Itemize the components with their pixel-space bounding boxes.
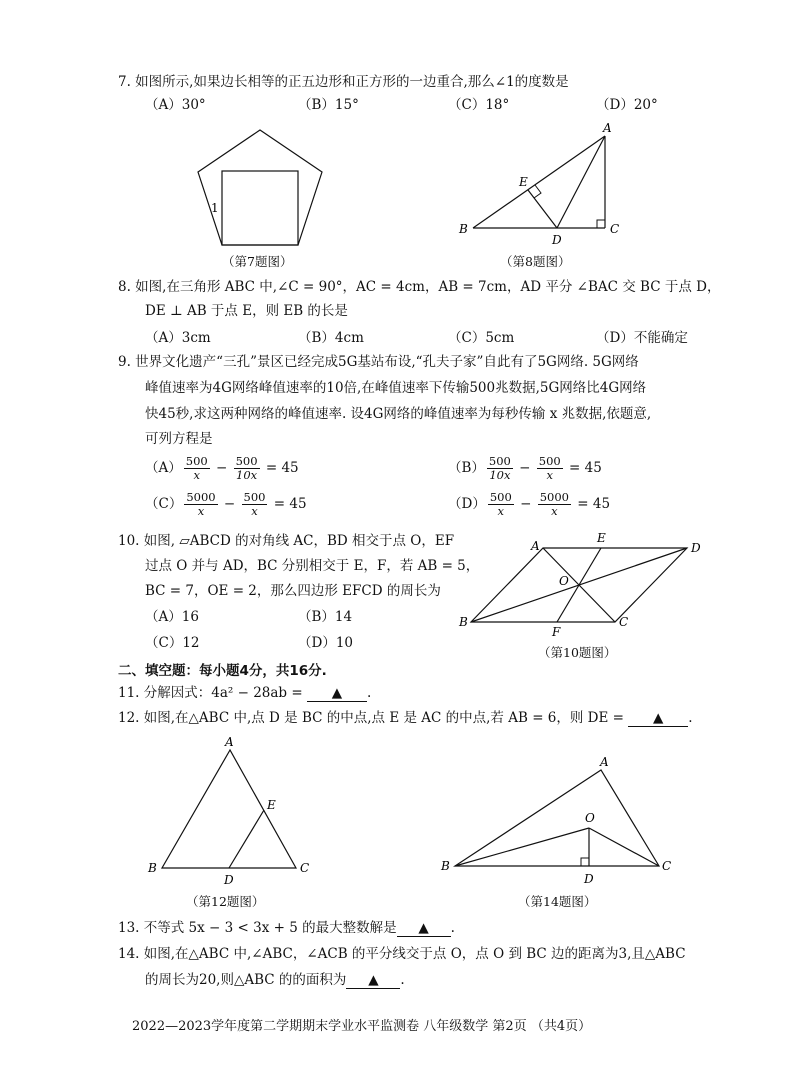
q9-line1: 9. 世界文化遗产“三孔”景区已经完成5G基站布设,“孔夫子家”自此有了5G网络. 5G网络 [118, 354, 639, 370]
fig12-label-d: D [224, 873, 234, 886]
q11-answer-blank[interactable]: ▲ [307, 685, 367, 702]
q9-line4: 可列方程是 [145, 431, 213, 447]
fig14-label-a: A [600, 755, 609, 769]
q8-option-a: （A）3cm [145, 330, 211, 346]
fig14-label-b: B [441, 859, 450, 873]
q10-option-a: （A）16 [145, 609, 199, 625]
q14-line2: 的周长为20,则△ABC 的的面积为 ▲ . [145, 972, 405, 988]
fig12-label-c: C [300, 861, 310, 875]
fig12-label-e: E [267, 798, 276, 812]
q9-option-c: （C） $\frac{5000}{x}$ − $\frac{500}{x}$ = 45 [145, 490, 307, 518]
q10-option-c: （C）12 [145, 635, 200, 651]
q10-line2: 过点 O 并与 AD，BC 分别相交于 E，F，若 AB = 5， [145, 558, 480, 574]
fig10-label-b: B [459, 615, 468, 629]
q10-option-d: （D）10 [298, 635, 354, 651]
fig7-caption: （第7题图） [222, 254, 293, 269]
square-shape [222, 171, 298, 245]
figure-8 [455, 118, 630, 248]
pentagon-shape [198, 130, 322, 245]
fig10-label-c: C [619, 615, 629, 629]
fig14-label-o: O [585, 811, 595, 825]
q11-line: 11. 分解因式：4a² − 28ab = ▲ . [118, 685, 372, 701]
q9-line3: 快45秒,求这两种网络的峰值速率. 设4G网络的峰值速率为每秒传输 x 兆数据,依题意, [145, 406, 652, 422]
q8-option-b: （B）4cm [298, 330, 364, 346]
fig8-label-d: D [552, 233, 562, 247]
fig8-label-c: C [610, 222, 620, 236]
triangle-abc [162, 750, 296, 868]
figure-12 [140, 734, 320, 886]
q7-option-b: （B）15° [298, 97, 359, 113]
q7-option-c: （C）18° [448, 97, 510, 113]
q8-line2: DE ⊥ AB 于点 E，则 EB 的长是 [145, 303, 348, 319]
fig10-label-e: E [597, 531, 606, 545]
section-2-title: 二、填空题：每小题4分，共16分. [118, 663, 327, 679]
q7-option-a: （A）30° [145, 97, 206, 113]
q13-line: 13. 不等式 5x − 3 < 3x + 5 的最大整数解是 ▲ . [118, 920, 455, 936]
q12-answer-blank[interactable]: ▲ [628, 710, 688, 727]
fig12-label-a: A [225, 735, 234, 749]
figure-10 [455, 528, 710, 640]
q10-line3: BC = 7，OE = 2，那么四边形 EFCD 的周长为 [145, 583, 441, 599]
q14-answer-blank[interactable]: ▲ [346, 972, 400, 989]
triangle-abc-14 [455, 770, 659, 866]
q9-option-d: （D） $\frac{500}{x}$ − $\frac{5000}{x}$ = 45 [448, 490, 611, 518]
q14-line1: 14. 如图,在△ABC 中,∠ABC，∠ACB 的平分线交于点 O，点 O 到 BC 边的距离为3,且△ABC [118, 946, 686, 962]
q10-option-b: （B）14 [298, 609, 353, 625]
fig10-label-d: D [691, 541, 701, 555]
fig8-caption: （第8题图） [500, 254, 571, 269]
fig10-caption: （第10题图） [538, 645, 617, 660]
q9-line2: 峰值速率为4G网络峰值速率的10倍,在峰值速率下传输500兆数据,5G网络比4G网络 [145, 380, 647, 396]
q9-option-b: （B） $\frac{500}{10x}$ − $\frac{500}{x}$ = 45 [448, 454, 602, 482]
q7-option-d: （D）20° [596, 97, 658, 113]
angle-1-label: 1 [211, 201, 219, 215]
fig10-label-f: F [552, 625, 561, 639]
fig10-label-o: O [559, 574, 569, 588]
fig8-label-b: B [459, 222, 468, 236]
q7-stem: 7. 如图所示,如果边长相等的正五边形和正方形的一边重合,那么∠1的度数是 [118, 74, 569, 90]
fig14-label-c: C [662, 859, 672, 873]
q9-option-a: （A） $\frac{500}{x}$ − $\frac{500}{10x}$ = 45 [145, 454, 299, 482]
q8-option-d: （D）不能确定 [596, 330, 688, 346]
q8-option-c: （C）5cm [448, 330, 515, 346]
q8-line1: 8. 如图,在三角形 ABC 中,∠C = 90°，AC = 4cm，AB = 7cm，AD 平分 ∠BAC 交 BC 于点 D， [118, 279, 721, 295]
q10-line1: 10. 如图, ▱ABCD 的对角线 AC，BD 相交于点 O，EF [118, 533, 455, 549]
fig14-caption: （第14题图） [518, 894, 597, 909]
fig12-label-b: B [148, 861, 157, 875]
q13-answer-blank[interactable]: ▲ [397, 920, 451, 937]
q12-line: 12. 如图,在△ABC 中,点 D 是 BC 的中点,点 E 是 AC 的中点,若 AB = 6，则 DE = ▲ . [118, 710, 693, 726]
fig14-label-d: D [584, 872, 594, 886]
fig8-label-e: E [519, 175, 528, 189]
figure-14 [435, 752, 685, 886]
fig10-label-a: A [531, 539, 540, 553]
fig8-label-a: A [603, 121, 612, 135]
fig12-caption: （第12题图） [186, 894, 265, 909]
page-footer: 2022—2023学年度第二学期期末学业水平监测卷 八年级数学 第2页 （共4页） [132, 1019, 592, 1034]
figure-7 [190, 124, 330, 252]
